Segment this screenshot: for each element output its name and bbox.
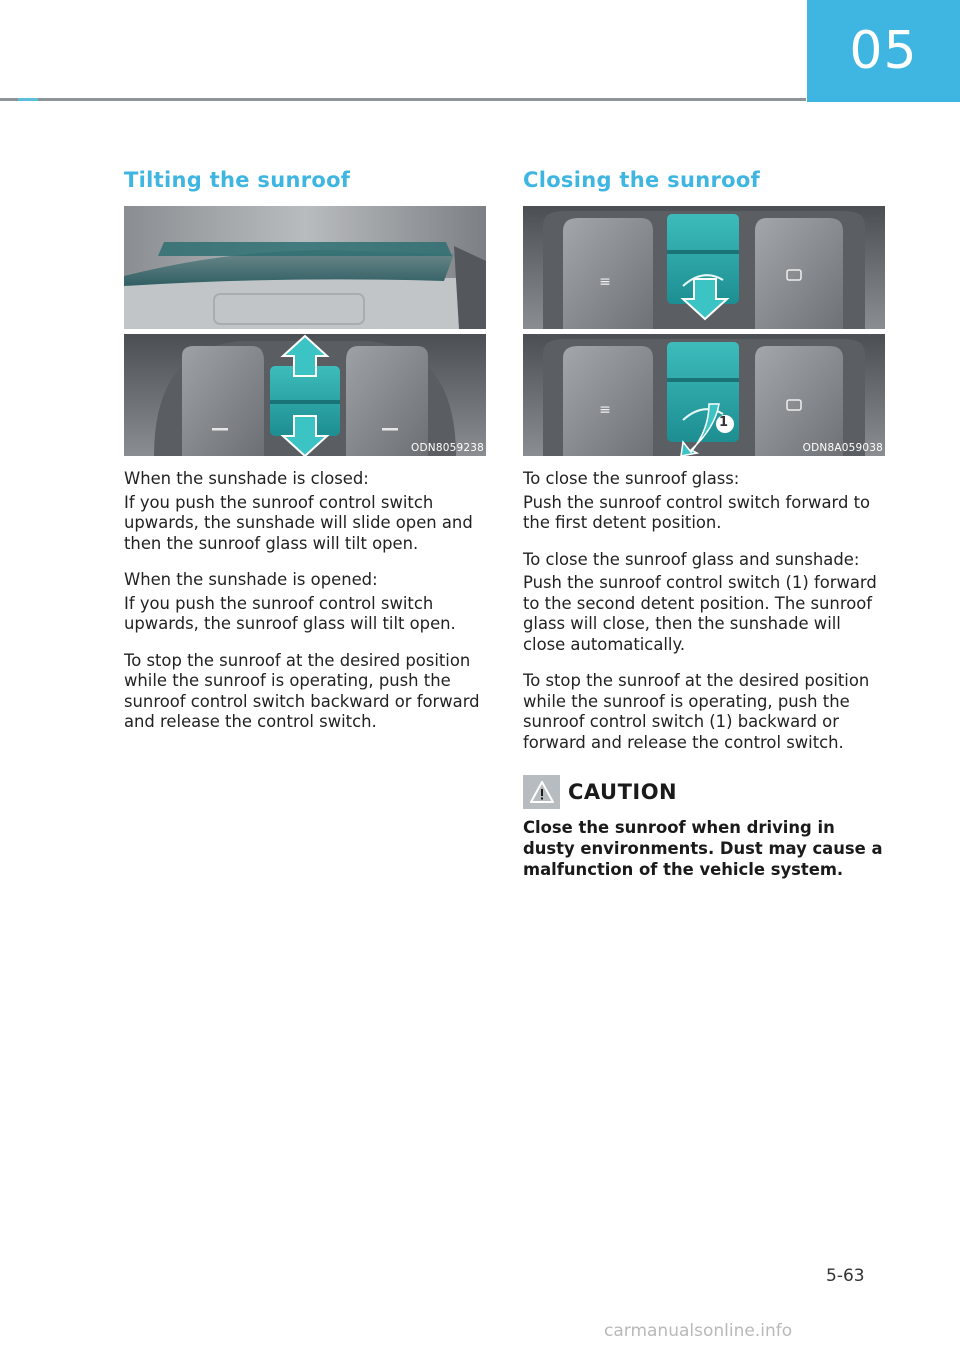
watermark: carmanualsonline.info <box>604 1321 793 1341</box>
text-block <box>124 651 486 733</box>
svg-text:≡: ≡ <box>599 274 611 290</box>
caution-box <box>523 775 885 880</box>
text-block <box>523 550 885 656</box>
warning-triangle-icon <box>523 775 560 809</box>
callout-number: 1 <box>719 415 729 430</box>
caution-header <box>523 775 885 809</box>
caution-title: CAUTION <box>568 780 678 804</box>
figure-closing <box>523 206 885 456</box>
section-title-tilting: Tilting the sunroof <box>124 168 351 192</box>
text-block <box>523 469 885 534</box>
page-number: 5-63 <box>826 1266 865 1286</box>
text-block <box>124 469 486 554</box>
section-closing <box>523 168 885 880</box>
svg-text:≡: ≡ <box>599 402 611 418</box>
figure-code-closing: ODN8A059038 <box>802 442 883 454</box>
block-body: To stop the sunroof at the desired position while the sunroof is operating, push the sunroof control switch (1) backward or forward and release the control switch. <box>523 671 870 752</box>
figure-tilting <box>124 206 486 456</box>
block-lead: When the sunshade is closed: <box>124 469 369 488</box>
text-block <box>523 671 885 753</box>
block-body: If you push the sunroof control switch upwards, the sunroof glass will tilt open. <box>124 593 456 633</box>
block-body: Push the sunroof control switch forward to the first detent position. <box>523 492 871 532</box>
chapter-tab: 05 <box>807 0 960 102</box>
header-rule <box>0 98 806 101</box>
caution-text: Close the sunroof when driving in dusty environments. Dust may cause a malfunction of the vehicle system. <box>523 818 883 879</box>
block-lead: When the sunshade is opened: <box>124 570 378 589</box>
section-title-closing: Closing the sunroof <box>523 168 761 192</box>
closing-illustration <box>523 206 885 456</box>
tilting-illustration <box>124 206 486 456</box>
section-tilting <box>124 168 486 736</box>
block-body: If you push the sunroof control switch upwards, the sunshade will slide open and then the sunroof glass will tilt open. <box>124 492 473 553</box>
block-body: To stop the sunroof at the desired position while the sunroof is operating, push the sunroof control switch backward or forward and release the control switch. <box>124 650 480 731</box>
text-block <box>124 570 486 635</box>
block-lead: To close the sunroof glass and sunshade: <box>523 549 860 569</box>
header-rule-accent <box>18 98 38 101</box>
block-lead: To close the sunroof glass: <box>523 469 740 488</box>
block-body: Push the sunroof control switch (1) forward to the second detent position. The sunroof glass will close, then the sunshade will close automatically. <box>523 573 877 654</box>
figure-code-tilting: ODN8059238 <box>411 442 484 454</box>
